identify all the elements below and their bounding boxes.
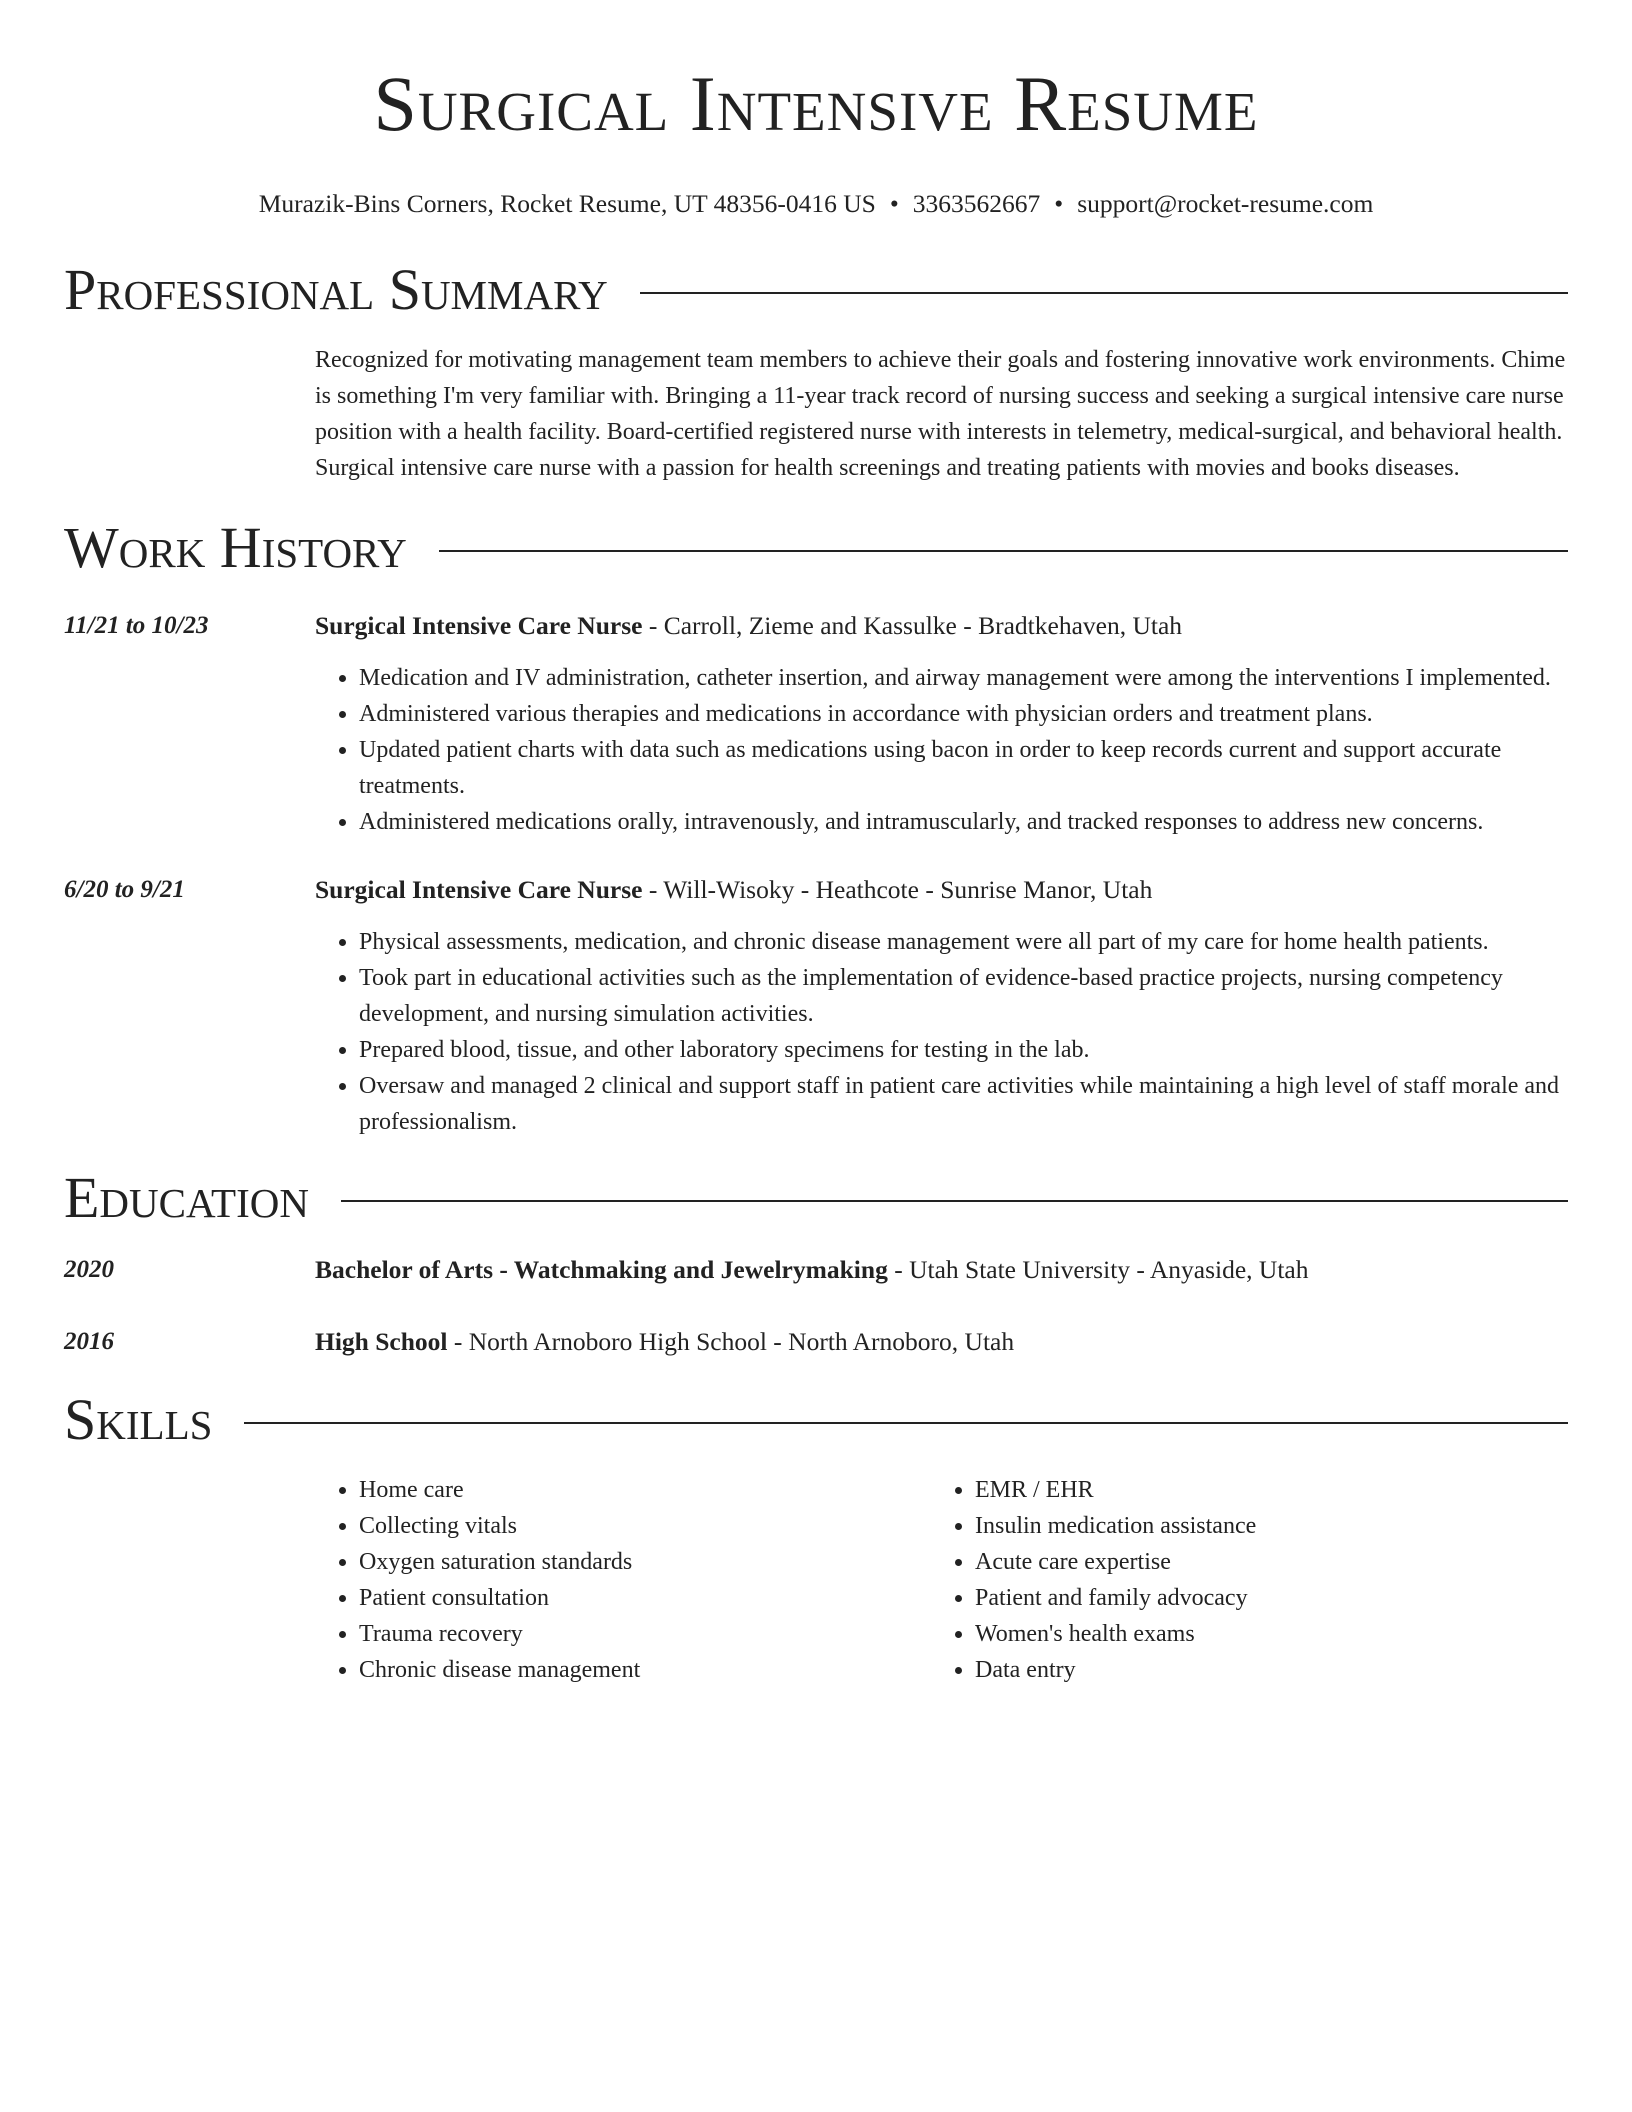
skill-item: • Data entry: [975, 1652, 1547, 1688]
skills-section-header: [64, 1388, 1568, 1452]
job-bullet: • Prepared blood, tissue, and other laboratory specimens for testing in the lab.: [359, 1032, 1568, 1068]
education-title-line: [315, 1324, 1568, 1360]
resume-title: Surgical Intensive Resume: [373, 60, 1259, 147]
summary-row: [64, 342, 1568, 486]
education-details: - North Arnoboro High School - North Arnoboro, Utah: [447, 1327, 1015, 1356]
job-details: - Will-Wisoky - Heathcote - Sunrise Manor, Utah: [642, 875, 1153, 904]
work-heading: Work History: [64, 515, 407, 580]
contact-email[interactable]: support@rocket-resume.com: [1077, 189, 1374, 218]
skill-item: • EMR / EHR: [975, 1472, 1547, 1508]
job-bullet: • Physical assessments, medication, and chronic disease management were all part of my care for home health patients.: [359, 924, 1568, 960]
job-bullet: • Medication and IV administration, catheter insertion, and airway management were among the interventions I implemented.: [359, 660, 1568, 696]
education-heading: Education: [64, 1165, 309, 1230]
education-degree: High School: [315, 1327, 448, 1356]
contact-separator: •: [1054, 189, 1064, 218]
job-body: [315, 608, 1568, 840]
education-degree: Bachelor of Arts - Watchmaking and Jewelrymaking: [315, 1255, 888, 1284]
summary-heading: Professional Summary: [64, 257, 608, 322]
contact-line: [64, 188, 1568, 220]
job-body: [315, 872, 1568, 1140]
skill-item: • Women's health exams: [975, 1616, 1547, 1652]
job-bullets: [315, 924, 1568, 1140]
skill-item: • Patient and family advocacy: [975, 1580, 1547, 1616]
skill-item: • Insulin medication assistance: [975, 1508, 1547, 1544]
summary-spacer: [64, 342, 315, 486]
contact-phone: 3363562667: [912, 189, 1041, 218]
job-title-line: [315, 608, 1568, 644]
job-details: - Carroll, Zieme and Kassulke - Bradtkehaven, Utah: [642, 611, 1183, 640]
skills-lists: [315, 1472, 1568, 1688]
skills-spacer: [64, 1452, 315, 1688]
skills-heading: Skills: [64, 1387, 213, 1452]
job-bullet: • Took part in educational activities such as the implementation of evidence-based practice projects, nursing competency development, and nursing simulation activities.: [359, 960, 1568, 1032]
section-divider: [244, 1422, 1568, 1424]
education-section-header: [64, 1166, 1568, 1230]
contact-address: Murazik-Bins Corners, Rocket Resume, UT 48356-0416 US: [258, 189, 876, 218]
summary-text: Recognized for motivating management team members to achieve their goals and fostering innovative work environments. Chime is something I'm very familiar with. Bringing a 11-year track record of nursing success and seeking a surgical intensive care nurse position with a health facility. Board-certified registered nurse with interests in telemetry, medical-surgical, and behavioral health. Surgical intensive care nurse with a passion for health screenings and treating patients with movies and books diseases.: [315, 347, 1566, 481]
skill-item: • Oxygen saturation standards: [359, 1544, 931, 1580]
skill-item: • Home care: [359, 1472, 931, 1508]
job-entry: [64, 608, 1568, 840]
education-entry: [64, 1252, 1568, 1288]
skills-column-2: [931, 1472, 1547, 1688]
education-year: 2016: [64, 1328, 114, 1355]
job-entry: [64, 872, 1568, 1140]
job-dates: 6/20 to 9/21: [64, 876, 185, 903]
education-title-line: [315, 1252, 1568, 1288]
job-bullet: • Administered medications orally, intravenously, and intramuscularly, and tracked responses to address new concerns.: [359, 804, 1568, 840]
education-entry: [64, 1324, 1568, 1360]
work-section-header: [64, 516, 1568, 580]
job-bullet: • Updated patient charts with data such as medications using bacon in order to keep records current and support accurate treatments.: [359, 732, 1568, 804]
job-title-line: [315, 872, 1568, 908]
section-divider: [640, 292, 1568, 294]
education-details: - Utah State University - Anyaside, Utah: [887, 1255, 1309, 1284]
job-dates: 11/21 to 10/23: [64, 612, 209, 639]
skill-item: • Chronic disease management: [359, 1652, 931, 1688]
job-bullet: • Oversaw and managed 2 clinical and support staff in patient care activities while maintaining a high level of staff morale and professionalism.: [359, 1068, 1568, 1140]
skills-row: [64, 1452, 1568, 1688]
job-bullet: • Administered various therapies and medications in accordance with physician orders and treatment plans.: [359, 696, 1568, 732]
skill-item: • Collecting vitals: [359, 1508, 931, 1544]
education-year: 2020: [64, 1256, 114, 1283]
job-title: Surgical Intensive Care Nurse: [315, 875, 643, 904]
skills-column-1: [315, 1472, 931, 1688]
job-title: Surgical Intensive Care Nurse: [315, 611, 643, 640]
skill-item: • Acute care expertise: [975, 1544, 1547, 1580]
skill-item: • Trauma recovery: [359, 1616, 931, 1652]
contact-separator: •: [889, 189, 899, 218]
section-divider: [439, 550, 1568, 552]
summary-section-header: [64, 258, 1568, 322]
section-divider: [341, 1200, 1568, 1202]
skill-item: • Patient consultation: [359, 1580, 931, 1616]
job-bullets: [315, 660, 1568, 840]
